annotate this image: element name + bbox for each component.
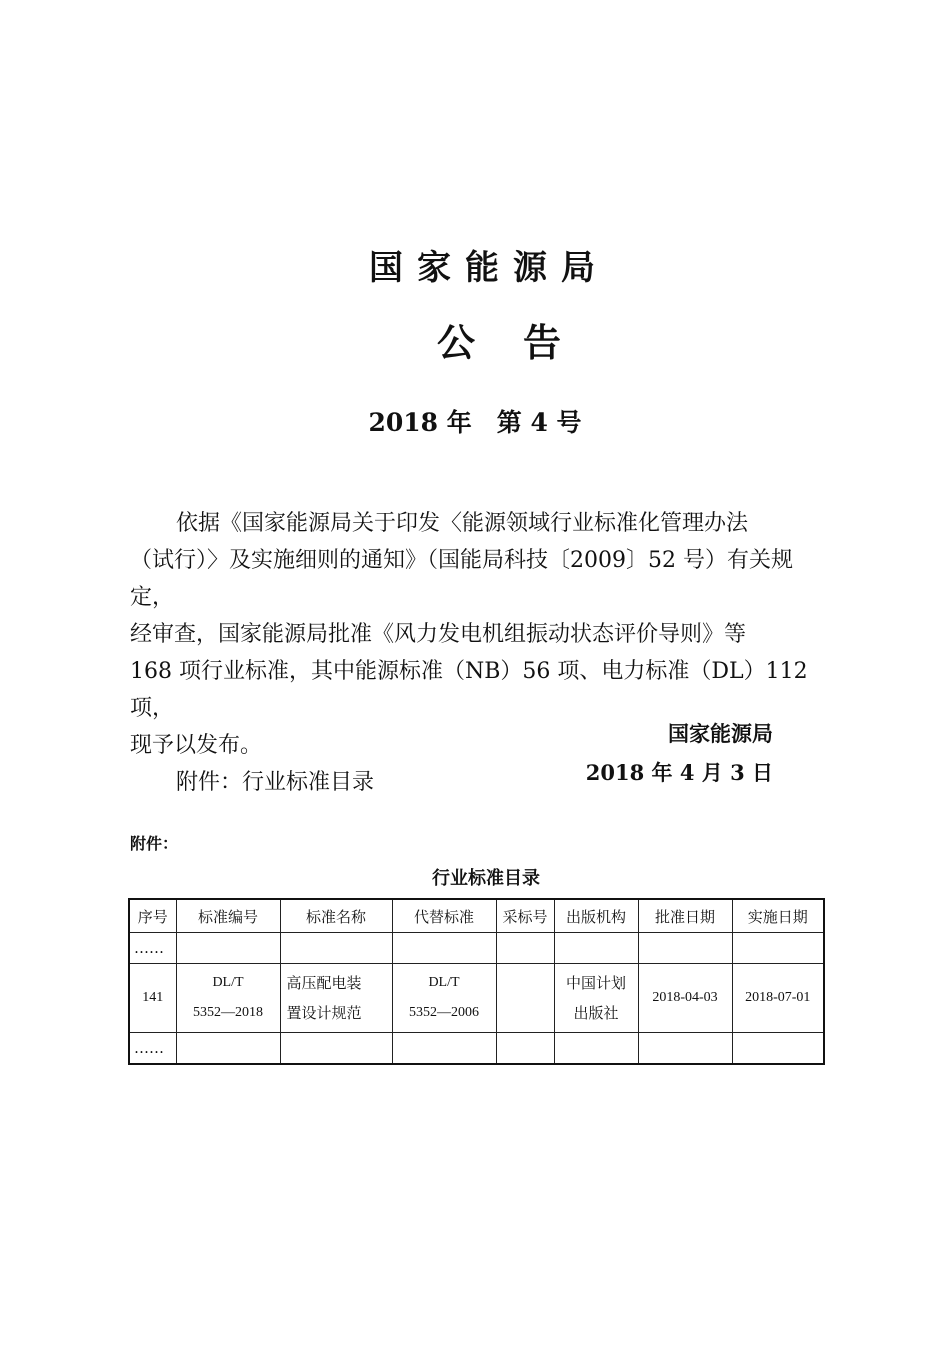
- publisher-line-1: 中国计划: [565, 974, 626, 992]
- std-no-line-1: DL/T: [212, 975, 244, 990]
- attachment-reference: 附件：行业标准目录: [176, 770, 375, 795]
- publisher-line-2: 出版社: [573, 1004, 619, 1022]
- cell-approval-date: 2018-04-03: [638, 964, 732, 1033]
- body-line-1: 依据《国家能源局关于印发〈能源领域行业标准化管理办法: [176, 511, 749, 536]
- signature-date: 2018 年 4 月 3 日: [585, 760, 773, 785]
- table-header-row: [129, 899, 824, 933]
- body-line-5: 现予以发布。: [130, 733, 263, 758]
- cell-adoption: [496, 964, 554, 1033]
- cell-seq: 141: [129, 964, 176, 1033]
- table-row-ellipsis-bottom: [129, 1033, 824, 1065]
- std-name-line-1: 高压配电装: [286, 974, 362, 992]
- col-approval-date: 批准日期: [638, 899, 732, 933]
- col-replaces: 代替标准: [392, 899, 496, 933]
- replaces-line-1: DL/T: [428, 975, 460, 990]
- signature-org: 国家能源局: [668, 722, 773, 746]
- table-title: 行业标准目录: [432, 868, 540, 889]
- document-number: 2018 年 第 4 号: [368, 408, 582, 437]
- ellipsis-cell: ……: [129, 1033, 176, 1065]
- cell-std-name: [280, 964, 392, 1033]
- agency-title: 国家能源局: [369, 248, 609, 288]
- col-std-name: 标准名称: [280, 899, 392, 933]
- body-line-2: （试行）〉及实施细则的通知》（国能局科技〔2009〕52 号）有关规定，: [130, 548, 793, 610]
- col-std-no: 标准编号: [176, 899, 280, 933]
- body-line-4: 168 项行业标准，其中能源标准（NB）56 项、电力标准（DL）112 项，: [130, 659, 808, 721]
- cell-std-no: [176, 964, 280, 1033]
- table-row-ellipsis-top: [129, 933, 824, 964]
- replaces-line-2: 5352—2006: [409, 1005, 479, 1020]
- standards-table: [128, 898, 825, 1065]
- col-seq: 序号: [129, 899, 176, 933]
- col-effective-date: 实施日期: [732, 899, 824, 933]
- body-line-3: 经审查，国家能源局批准《风力发电机组振动状态评价导则》等: [130, 622, 747, 647]
- std-name-line-2: 置设计规范: [286, 1004, 362, 1022]
- cell-publisher: [554, 964, 638, 1033]
- cell-replaces: [392, 964, 496, 1033]
- table-row: [129, 964, 824, 1033]
- std-no-line-2: 5352—2018: [193, 1005, 263, 1020]
- col-adoption: 采标号: [496, 899, 554, 933]
- cell-effective-date: 2018-07-01: [732, 964, 824, 1033]
- attachment-label: 附件：: [130, 834, 179, 853]
- document-type-title: 公告: [436, 321, 609, 365]
- col-publisher: 出版机构: [554, 899, 638, 933]
- ellipsis-cell: ……: [129, 933, 176, 964]
